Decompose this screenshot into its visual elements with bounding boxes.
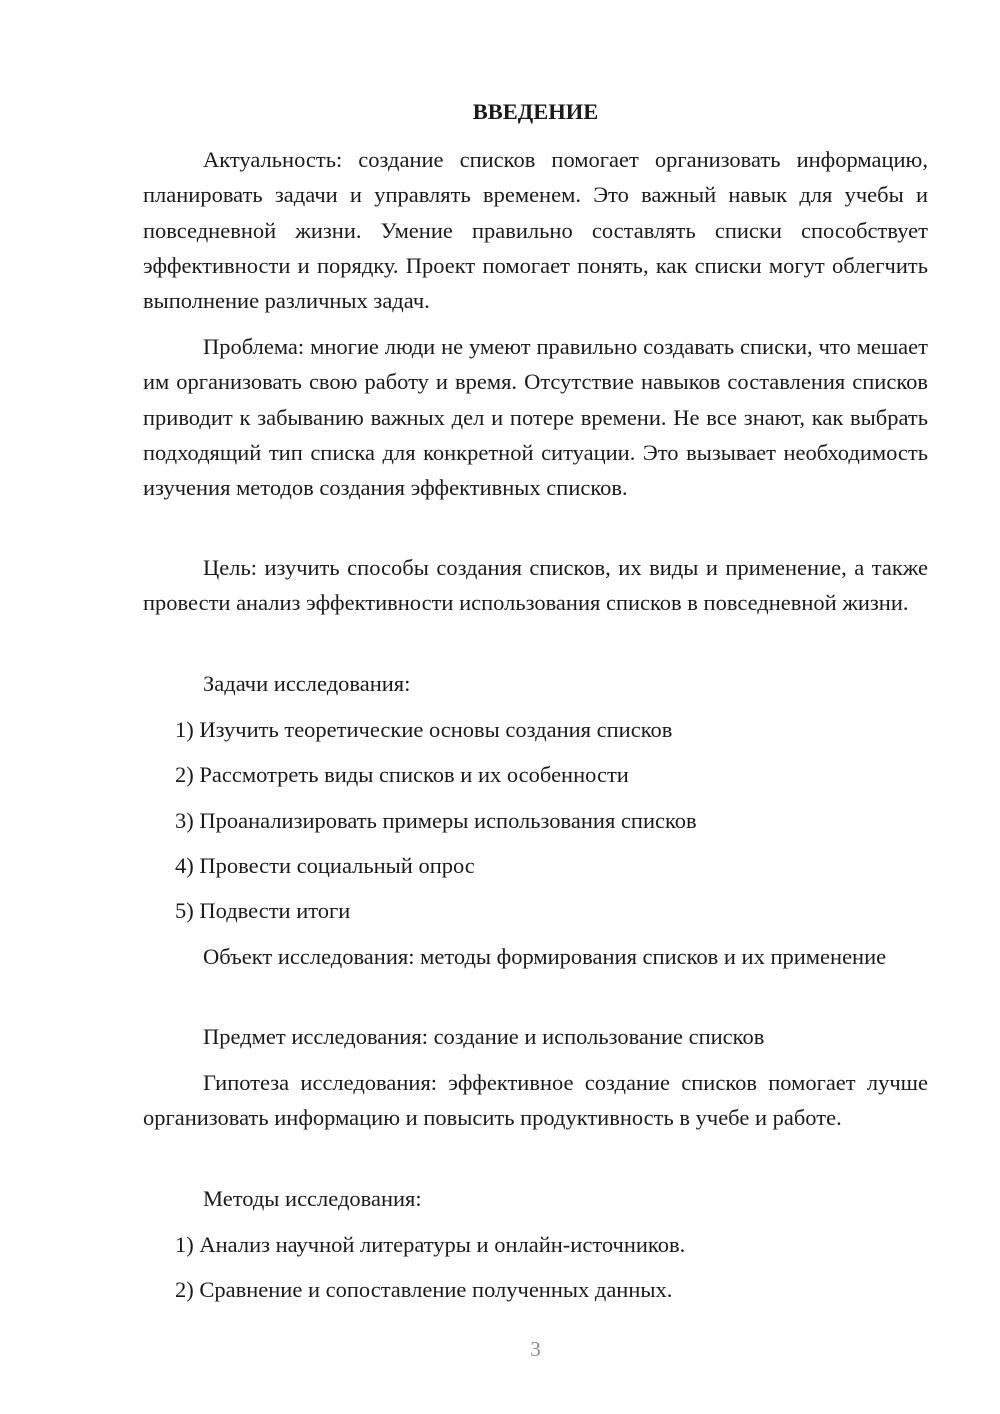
document-page <box>143 0 928 1414</box>
methods-heading: Методы исследования: <box>203 1186 422 1211</box>
hypothesis-paragraph: Гипотеза исследования: эффективное создание списков помогает лучше организовать информацию и повысить продуктивность в учебе и работе. <box>143 1070 928 1131</box>
object-paragraph: Объект исследования: методы формирования списков и их применение <box>203 944 887 969</box>
list-item: 4) Провести социальный опрос <box>175 853 475 878</box>
list-item: 1) Анализ научной литературы и онлайн-источников. <box>175 1232 686 1257</box>
list-item: 2) Сравнение и сопоставление полученных данных. <box>175 1277 673 1302</box>
relevance-paragraph: Актуальность: создание списков помогает организовать информацию, планировать задачи и управлять временем. Это важный навык для учебы и повседневной жизни. Умение правильно составлять списки способствует эффективности и порядку. Проект помогает понять, как списки могут облегчить выполнение различных задач. <box>143 147 928 314</box>
list-item: 5) Подвести итоги <box>175 898 351 923</box>
list-item: 2) Рассмотреть виды списков и их особенности <box>175 762 629 787</box>
tasks-heading: Задачи исследования: <box>203 671 411 696</box>
problem-paragraph: Проблема: многие люди не умеют правильно создавать списки, что мешает им организовать свою работу и время. Отсутствие навыков составления списков приводит к забыванию важных дел и потере времени. Не все знают, как выбрать подходящий тип списка для конкретной ситуации. Это вызывает необходимость изучения методов создания эффективных списков. <box>143 334 928 501</box>
page-title: ВВЕДЕНИЕ <box>472 99 599 124</box>
list-item: 1) Изучить теоретические основы создания списков <box>175 717 673 742</box>
subject-paragraph: Предмет исследования: создание и использование списков <box>203 1024 765 1049</box>
page-number: 3 <box>530 1337 541 1361</box>
goal-paragraph: Цель: изучить способы создания списков, их виды и применение, а также провести анализ эффективности использования списков в повседневной жизни. <box>143 555 928 616</box>
list-item: 3) Проанализировать примеры использования списков <box>175 808 697 833</box>
